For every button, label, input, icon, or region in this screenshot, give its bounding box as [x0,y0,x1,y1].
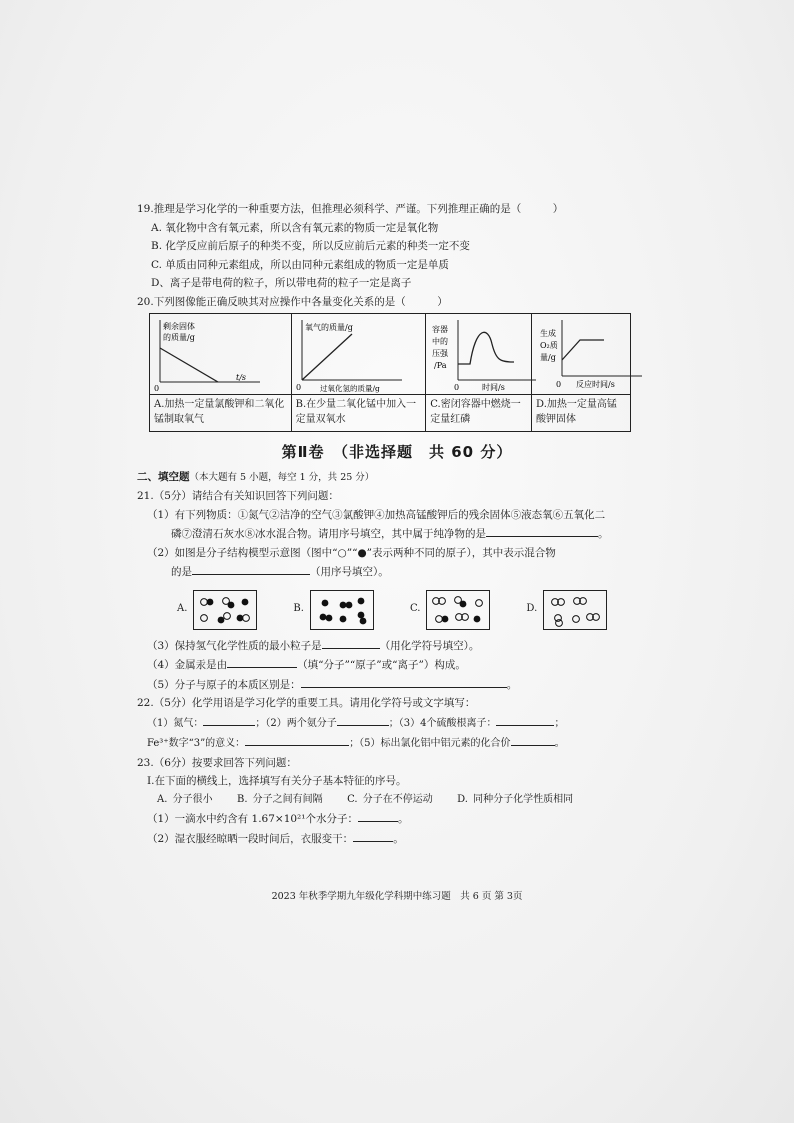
q23-option-d: D. 同种分子化学性质相同 [457,793,574,805]
q22-line2-b: ；（5）标出氯化铝中铝元素的化合价 [349,738,511,749]
q21-part2-line2 [137,562,657,582]
graph-c-ylabel-3: 压强 [432,349,449,358]
graph-d-ylabel-1: 生成 [540,329,557,338]
graph-d[interactable] [532,314,631,395]
q22-line1 [137,713,657,734]
graph-c-ylabel-1: 容器 [432,325,449,334]
molecule-c-box [426,590,490,630]
q23-line2-text: （2）湿衣服经晾晒一段时间后，衣服变干： [147,832,354,845]
q21-part1-text: 磷⑦澄清石灰水⑧冰水混合物。请用序号填空，其中属于纯净物的是 [171,528,486,540]
q21-part4-text-a: （4）金属汞是由 [147,659,228,671]
caption-b: B.在少量二氧化锰中加入一定量双氧水 [291,395,426,432]
q21-part2-text-a: 的是 [171,566,192,578]
q21-part1-line1: （1）有下列物质：①氮气②洁净的空气③氯酸钾④加热高锰酸钾后的残余固体⑤液态氧⑥五氧化二 [147,508,606,521]
q21-part3 [137,636,657,656]
graph-c-svg [426,314,546,394]
q19-option-c[interactable]: C. 单质由同种元素组成，所以由同种元素组成的物质一定是单质 [151,258,449,271]
page-footer: 2023 年秋季学期九年级化学科期中练习题 共 6 页 第 3页 [271,891,523,902]
q21-answer-3-blank[interactable] [322,636,380,649]
q22-answer-2-blank[interactable] [337,713,389,726]
q23-options [137,791,657,810]
q21-part3-text-b: （用化学符号填空）。 [379,639,480,652]
molecule-models [137,588,657,632]
q22-line2-c: 。 [554,738,565,749]
q22-line1-b: ；（2）两个氨分子 [255,717,337,729]
q23-answer-1-blank[interactable] [358,809,398,822]
graph-d-origin: 0 [556,380,562,389]
molecule-d[interactable] [526,590,607,630]
q20-stem: 20.下列图像能正确反映其对应操作中各量变化关系的是（ ） [137,295,448,308]
molecule-b-svg [311,591,373,629]
graph-a-svg [150,314,270,394]
graph-a-origin: 0 [154,384,160,393]
page-content [137,200,657,848]
q21-answer-2-blank[interactable] [192,562,310,575]
q23-stem: 23.（6分）按要求回答下列问题： [137,756,297,769]
graph-c[interactable] [426,314,532,395]
q23-line1-end: 。 [397,813,409,825]
graph-b[interactable] [291,314,426,395]
q21-answer-5-blank[interactable] [301,675,507,688]
graph-b-xlabel: 过氧化氢的质量/g [319,384,380,393]
q22-line1-d: ； [554,717,565,729]
q22-answer-1-blank[interactable] [203,713,255,726]
q21-part4-text-b: （填“分子”“原子”或“离子”）构成。 [297,659,466,671]
q21-part1-line2: 磷⑦澄清石灰水⑧冰水混合物。请用序号填空，其中属于纯净物的是 。 [137,524,657,544]
molecule-d-label: D. [526,603,538,615]
q22-answer-3-blank[interactable] [496,713,554,726]
graph-b-ylabel-1: 氧气的质量/g [304,323,353,332]
section-2-heading [137,468,657,488]
q22-answer-5-blank[interactable] [511,733,555,746]
q19-option-a[interactable]: A. 氧化物中含有氧元素，所以含有氧元素的物质一定是氧化物 [151,221,439,234]
q23-line1-text: （1）一滴水中约含有 1.67×10²¹个水分子： [147,813,358,825]
graph-a[interactable] [150,314,292,395]
molecule-b[interactable] [293,590,374,630]
q22-stem: 22.（5分）化学用语是学习化学的重要工具。请用化学符号或文字填写： [137,697,476,709]
q21-stem: 21.（5分）请结合有关知识回答下列问题： [137,490,339,502]
q23-option-c: C. 分子在不停运动 [347,793,433,805]
q22-answer-4-blank[interactable] [245,733,349,746]
graph-a-curve [160,348,218,382]
graph-c-curve [458,332,514,364]
molecule-b-label: B. [293,603,304,615]
molecule-a-svg [194,591,256,629]
graph-d-ylabel-3: 量/g [540,353,556,362]
q23-answer-2-blank[interactable] [353,829,393,842]
q21-part5: （5）分子与原子的本质区别是： 。 [137,675,657,695]
molecule-b-box [310,590,374,630]
q22-line1-a: （1）氮气： [147,717,204,729]
graph-d-ylabel-2: O₂质 [540,341,558,350]
q23-sub1: I.在下面的横线上，选择填写有关分子基本特征的序号。 [147,775,407,787]
q21-answer-1-blank[interactable] [486,524,598,537]
graph-b-svg [292,314,412,394]
graph-c-xlabel: 时间/s [482,383,506,392]
section-2-note: （本大题有 5 小题，每空 1 分，共 25 分） [189,471,375,483]
q22-line2 [137,733,657,754]
molecule-c-label: C. [409,603,421,615]
q21-part2-text-b: （用序号填空）。 [310,566,389,578]
q21-answer-4-blank[interactable] [227,655,297,668]
molecule-d-svg [544,591,606,629]
graph-d-curve [562,340,604,360]
q19-option-b[interactable]: B. 化学反应前后原子的种类不变，所以反应前后元素的种类一定不变 [151,240,470,252]
q21-part3-text-a: （3）保持氢气化学性质的最小粒子是 [147,639,322,652]
caption-d: D.加热一定量高锰酸钾固体 [532,395,631,432]
part2-title: 第Ⅱ卷 （非选择题 共 60 分） [281,443,513,461]
q21-part4 [137,655,657,675]
q20-graph-table [149,313,631,432]
q22-line2-a: Fe³⁺数字“3”的意义： [147,738,246,749]
graph-c-ylabel-4: /Pa [434,361,447,370]
graph-a-ylabel-2: 的质量/g [163,333,195,342]
q23-option-a: A. 分子很小 [157,793,213,805]
q23-line2-end: 。 [393,832,404,845]
q23-line2 [137,829,657,849]
graph-c-origin: 0 [454,383,460,392]
q23-option-b: B. 分子之间有间隔 [236,793,323,805]
graph-b-origin: 0 [295,383,301,392]
q19-option-d[interactable]: D、离子是带电荷的粒子，所以带电荷的粒子一定是离子 [151,277,412,289]
caption-c: C.密闭容器中燃烧一定量红磷 [426,395,532,432]
graph-b-curve [302,334,352,380]
molecule-a[interactable] [177,590,257,630]
section-2-label: 二、填空题 [137,470,190,483]
q22-line1-c: ；（3）4个硫酸根离子： [388,717,497,729]
graph-d-svg [532,314,652,394]
q21-part5-text: （5）分子与原子的本质区别是： [147,678,301,691]
molecule-d-box [543,590,607,630]
molecule-a-label: A. [177,603,188,615]
q21-part2-line1: （2）如图是分子结构模型示意图（图中“○”“●”表示两种不同的原子），其中表示混合物 [147,546,556,559]
molecule-c-svg [427,591,489,629]
q23-line1 [137,809,657,829]
q19-stem: 19.推理是学习化学的一种重要方法，但推理必须科学、严谨。下列推理正确的是（ ） [137,203,564,215]
graph-d-xlabel: 反应时间/s [576,380,615,389]
molecule-c[interactable] [410,590,490,630]
caption-a: A.加热一定量氯酸钾和二氧化锰制取氧气 [150,395,292,432]
molecule-a-box [193,590,257,630]
graph-a-xlabel: t/s [236,373,247,382]
graph-c-ylabel-2: 中的 [432,337,449,346]
graph-a-ylabel-1: 剩余固体 [163,322,195,331]
